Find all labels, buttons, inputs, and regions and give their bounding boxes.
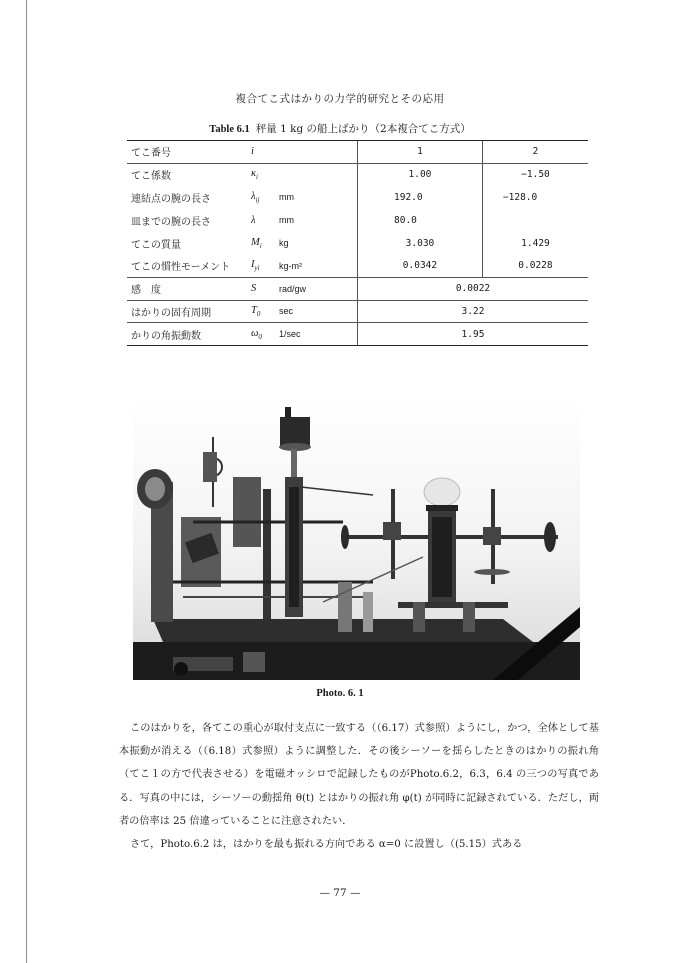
row-symbol: $\kappa_i$	[247, 163, 275, 186]
page-binding-edge	[26, 0, 27, 963]
row-name: てこ番号	[127, 141, 247, 164]
table-row	[127, 300, 588, 323]
row-unit: mm	[279, 215, 294, 226]
row-name: 感 度	[127, 277, 247, 300]
table-row	[127, 232, 588, 255]
lever-2-value: 2	[482, 141, 588, 164]
row-unit: mm	[279, 192, 294, 203]
row-name: てこの質量	[131, 239, 181, 251]
row-symbol: S	[247, 277, 275, 300]
table-caption	[0, 121, 680, 136]
paragraph: さて，Photo.6.2 は，はかりを最も振れる方向である α=0 に設置し（(5.15）式ある	[130, 839, 523, 851]
scale-value: 3.22	[358, 300, 589, 323]
row-symbol: $M_i$	[251, 236, 262, 250]
row-unit: 1/sec	[275, 323, 358, 346]
lever-2-value: −1.50	[482, 163, 588, 186]
scale-value: 0.0022	[358, 277, 589, 300]
row-symbol: $\omega_0$	[247, 323, 275, 346]
lever-1-value: 192.0	[358, 186, 483, 209]
row-symbol: λ	[251, 214, 256, 226]
lever-2-value: −128.0	[482, 186, 588, 209]
row-unit	[275, 163, 358, 186]
row-unit: kg-m²	[279, 260, 302, 271]
row-symbol: $\lambda_{ij}$	[251, 190, 260, 205]
body-text	[119, 717, 599, 856]
row-name: かりの角振動数	[127, 323, 247, 346]
table-title: 秤量 1 kg の船上ばかり（2本複合てこ方式）	[255, 123, 471, 135]
lever-2-value: 0.0228	[482, 254, 588, 277]
lever-2-value	[482, 209, 588, 232]
table-row	[127, 277, 588, 300]
scale-value: 1.95	[358, 323, 589, 346]
lever-1-value: 1	[358, 141, 483, 164]
page-number: — 77 —	[319, 887, 361, 899]
table-row	[127, 186, 588, 209]
photo-caption: Photo. 6. 1	[316, 688, 364, 699]
paragraph: このはかりを，各てこの重心が取付支点に一致する（（6.17）式参照）ようにし，かつ，全体として基本振動が消える（（6.18）式参照）ように調整した．その後シーソーを揺らしたときのはかりの振れ角（てこ１の方で代表させる）を電磁オッシロで記録したものがPhoto.6.2，6.3，6.4 の三つの写真である．写真の中には，シーソーの動揺角 θ(t) とはかりの振れ角 φ(t) が同時に記録されている．ただし，両者の倍率は 25 倍違っていることに注意されたい．	[119, 723, 599, 827]
row-symbol: $T_0$	[247, 300, 275, 323]
table-row	[127, 209, 588, 232]
table-row	[127, 254, 588, 277]
row-name: てこ係数	[127, 163, 247, 186]
table-row	[127, 323, 588, 346]
row-name: はかりの固有周期	[127, 300, 247, 323]
row-unit	[275, 141, 358, 164]
lever-1-value: 80.0	[358, 209, 483, 232]
lever-1-value: 0.0342	[358, 254, 483, 277]
row-name: 連結点の腕の長さ	[131, 193, 211, 205]
spec-table	[127, 140, 588, 346]
row-name: 皿までの腕の長さ	[131, 216, 211, 228]
row-name: てこの慣性モーメント	[131, 262, 231, 274]
row-symbol: $I_{yi}$	[251, 259, 260, 273]
table-row	[127, 163, 588, 186]
scale-apparatus-photo	[133, 397, 580, 680]
lever-2-value: 1.429	[482, 232, 588, 255]
row-unit: rad/gw	[275, 277, 358, 300]
row-unit: kg	[279, 238, 289, 249]
lever-1-value: 3.030	[358, 232, 483, 255]
row-unit: sec	[275, 300, 358, 323]
table-row	[127, 141, 588, 164]
lever-1-value: 1.00	[358, 163, 483, 186]
row-symbol: i	[247, 141, 275, 164]
running-head: 複合てこ式はかりの力学的研究とその応用	[235, 93, 445, 105]
table-label: Table 6.1	[209, 124, 250, 135]
